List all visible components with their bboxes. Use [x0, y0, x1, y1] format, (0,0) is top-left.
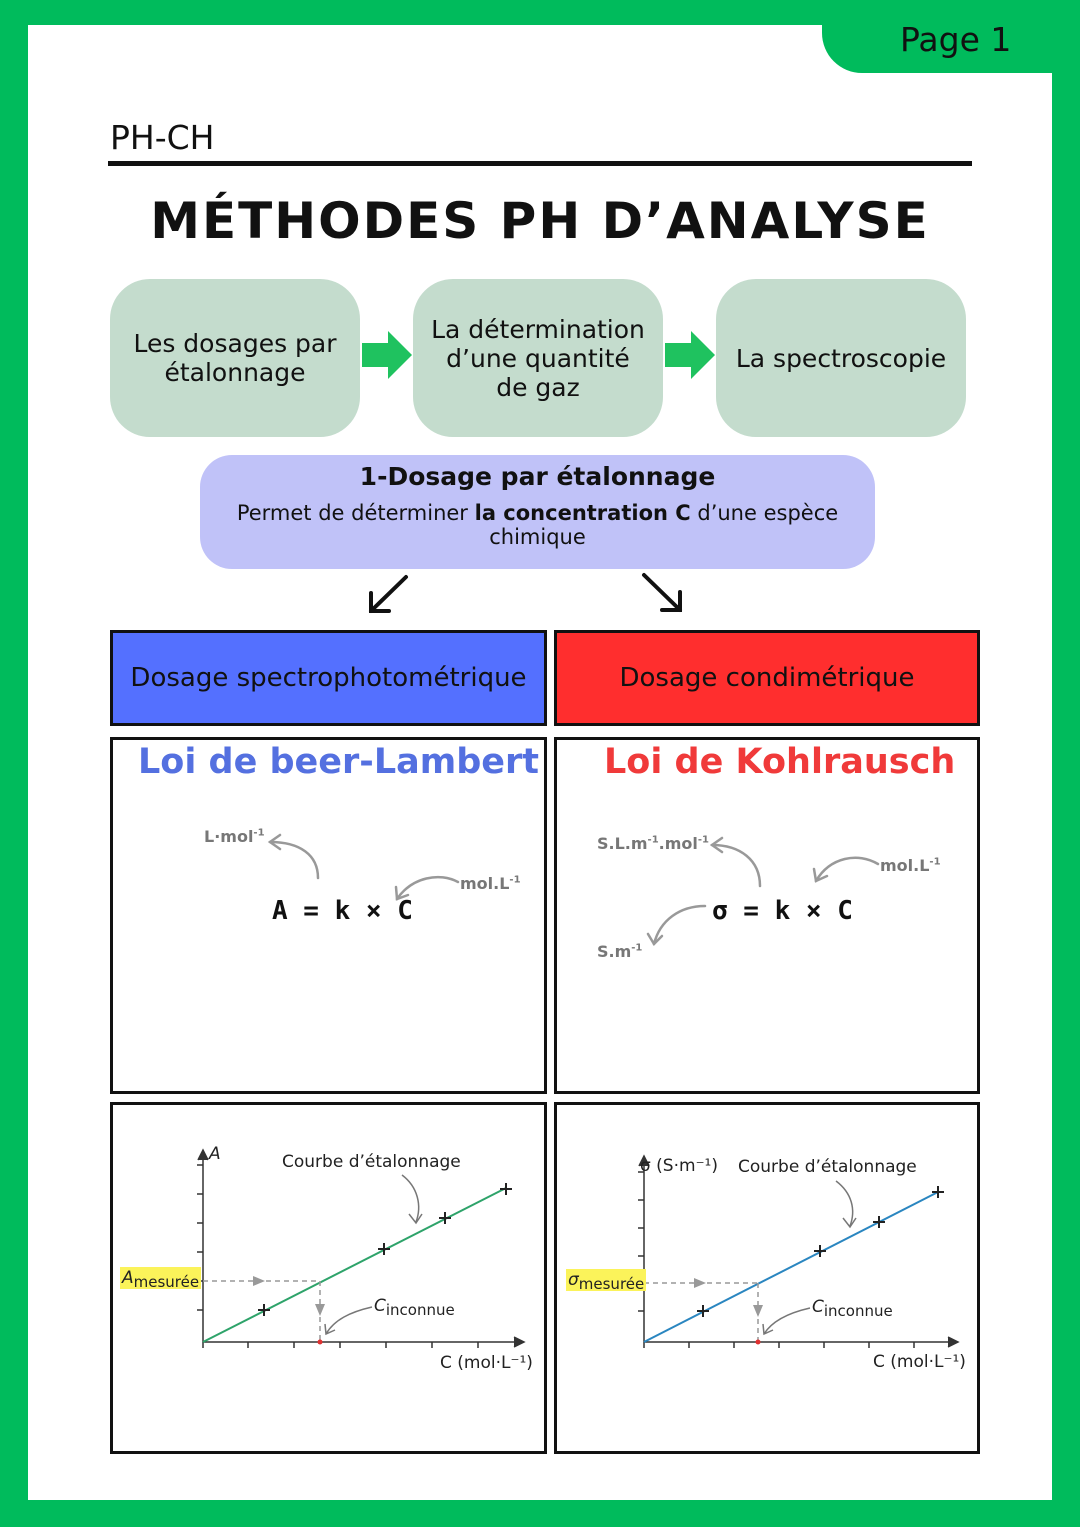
section-title: 1-Dosage par étalonnage — [359, 462, 716, 491]
page-number: Page 1 — [900, 20, 1012, 59]
section-bubble — [200, 455, 875, 569]
subject-label: PH-CH — [110, 118, 215, 157]
flow-step-spectroscopie — [716, 279, 966, 437]
flow-arrow-icon — [360, 330, 414, 380]
flow-step-label: Les dosages par étalonnage — [133, 329, 337, 387]
x-axis-label-left: C (mol·L⁻¹) — [440, 1353, 533, 1373]
header-spectrophotometrique — [110, 630, 547, 726]
data-point — [873, 1216, 885, 1228]
x-ticks — [203, 1342, 478, 1348]
flow-step-label: La spectroscopie — [735, 343, 947, 373]
header-label: Dosage condimétrique — [619, 663, 915, 693]
x-ticks — [644, 1342, 914, 1348]
data-point — [500, 1183, 512, 1195]
header-condimetrique — [554, 630, 980, 726]
section-description-bold: la concentration C — [474, 501, 691, 525]
header-label: Dosage spectrophotométrique — [130, 663, 527, 693]
measured-label-left: $A_{mesurée}$ — [122, 1268, 200, 1291]
unknown-point — [756, 1340, 761, 1345]
section-description: Permet de déterminer la concentration C d’une espèce chimique — [236, 501, 839, 549]
reading-arrow-icon — [315, 1304, 325, 1316]
x-axis-arrow-icon — [948, 1337, 958, 1347]
flow-step-gaz — [413, 279, 663, 437]
y-axis-label-right: σ (S·m⁻¹) — [640, 1156, 718, 1176]
page-title: MÉTHODES PH D’ANALYSE — [150, 192, 930, 250]
curve-label-right: Courbe d’étalonnage — [738, 1157, 917, 1177]
data-point — [697, 1305, 709, 1317]
reading-arrow-icon — [694, 1278, 706, 1288]
flow-arrow-icon — [663, 330, 717, 380]
formula-beer-lambert: A = k × C — [272, 896, 413, 926]
calibration-line — [644, 1192, 938, 1342]
x-axis-arrow-icon — [514, 1337, 524, 1347]
header-rule — [108, 161, 972, 166]
x-axis-label-right: C (mol·L⁻¹) — [873, 1352, 966, 1372]
calibration-line — [203, 1188, 506, 1342]
reading-arrow-icon — [253, 1276, 265, 1286]
y-axis-arrow-icon — [198, 1150, 208, 1160]
y-axis-label-left: A — [209, 1144, 221, 1164]
formula-kohlrausch: σ = k × C — [712, 896, 853, 926]
law-beer-lambert: Loi de beer-Lambert — [138, 742, 539, 782]
unknown-label-left: $C_{inconnue}$ — [374, 1296, 455, 1319]
flow-step-label: La détermination d’une quantité de gaz — [431, 314, 645, 402]
unit-c-left: $mol.L^{-1}$ — [460, 874, 521, 893]
unknown-label-right: $C_{inconnue}$ — [812, 1297, 893, 1320]
flow-step-dosages — [110, 279, 360, 437]
unit-c-right: $mol.L^{-1}$ — [880, 856, 941, 875]
page-number-tab — [822, 0, 1080, 73]
unit-sigma-right: $S.m^{-1}$ — [597, 942, 643, 961]
unknown-point — [318, 1340, 323, 1345]
reading-arrow-icon — [753, 1305, 763, 1317]
measured-label-right: $\sigma_{mesurée}$ — [568, 1270, 645, 1293]
data-point — [932, 1186, 944, 1198]
law-kohlrausch: Loi de Kohlrausch — [604, 742, 956, 782]
unit-k-right: $S.L.m^{-1}.mol^{-1}$ — [597, 834, 709, 853]
curve-label-left: Courbe d’étalonnage — [282, 1152, 461, 1172]
unit-k-left: L·mol$^{-1}$ — [204, 827, 265, 846]
